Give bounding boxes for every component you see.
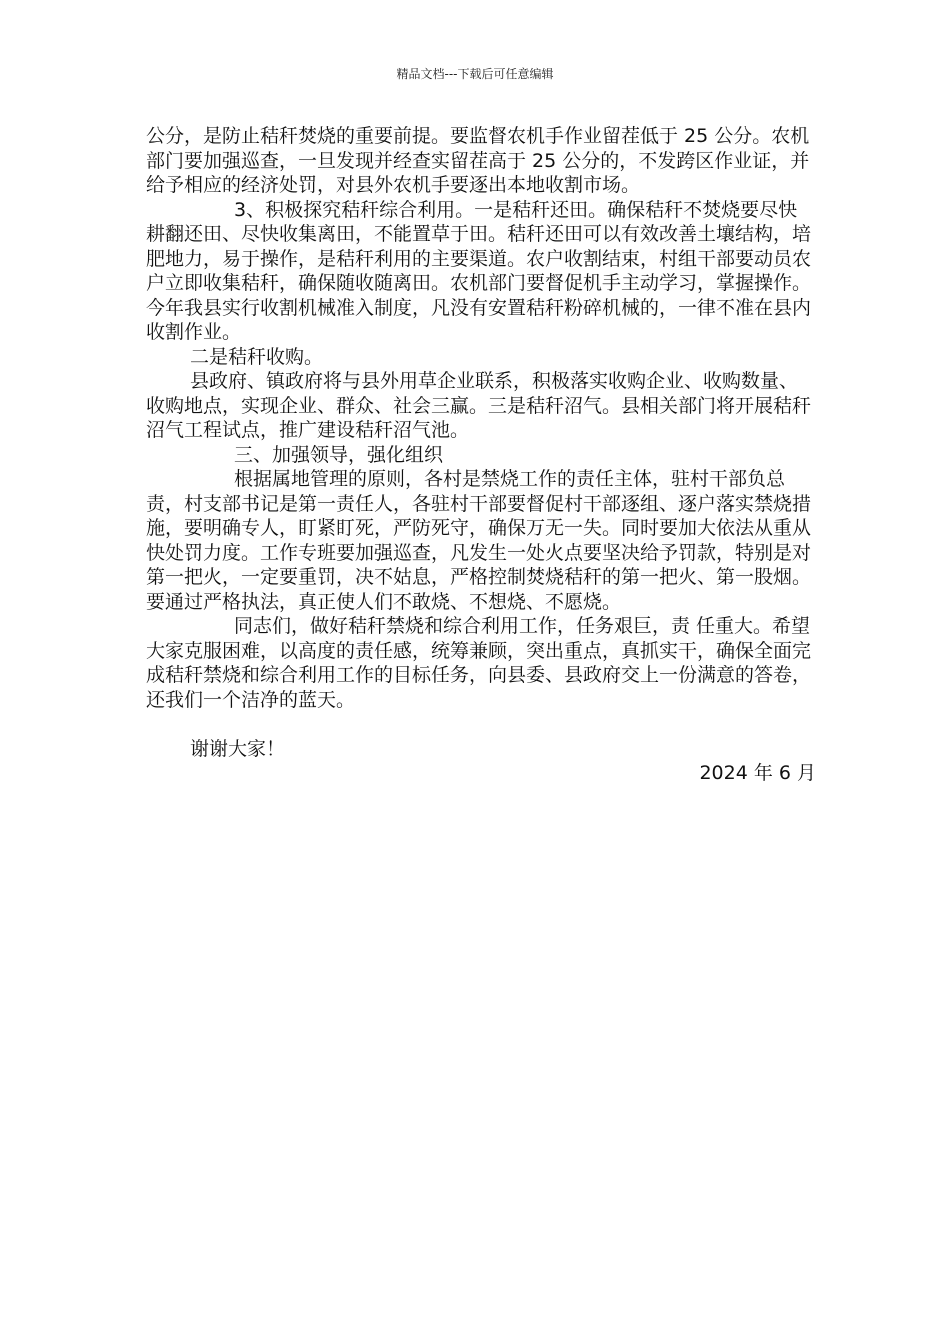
document-date: 2024 年 6 月 [699,762,816,784]
paragraph-stubble-height: 公分，是防止秸秆焚烧的重要前提。要监督农机手作业留茬低于 25 公分。农机部门要加强巡查，一旦发现并经查实留茬高于 25 公分的，不发跨区作业证，并给予相应的经济处罚，对县外农机手要逐出本地收割市场。 [146,125,810,196]
paragraph-straw-purchase-heading: 二是秸秆收购。 [190,345,324,368]
document-body [146,124,816,786]
section-heading-leadership: 三、加强领导，强化组织 [234,443,444,466]
closing-thanks: 谢谢大家！ [190,737,286,760]
paragraph-straw-purchase: 县政府、镇政府将与县外用草企业联系，积极落实收购企业、收购数量、收购地点，实现企业、群众、社会三赢。三是秸秆沼气。县相关部门将开展秸秆沼气工程试点，推广建设秸秆沼气池。 [146,370,812,441]
paragraph-conclusion: 同志们，做好秸秆禁烧和综合利用工作，任务艰巨，责 任重大。希望大家克服困难，以高度的责任感，统筹兼顾，突出重点，真抓实干，确保全面完成秸秆禁烧和综合利用工作的目标任务，向县委、县政府交上一份满意的答卷，还我们一个洁净的蓝天。 [146,615,812,711]
paragraph-responsibility: 根据属地管理的原则，各村是禁烧工作的责任主体，驻村干部负总责，村支部书记是第一责任人，各驻村干部要督促村干部逐组、逐户落实禁烧措施，要明确专人，盯紧盯死，严防死守，确保万无一失。同时要加大依法从重从快处罚力度。工作专班要加强巡查，凡发生一处火点要坚决给予罚款，特别是对第一把火，一定要重罚，决不姑息，严格控制焚烧秸秆的第一把火、第一股烟。要通过严格执法，真正使人们不敢烧、不想烧、不愿烧。 [146,468,812,613]
spacer [146,712,816,737]
paragraph-straw-utilization: 3、积极探究秸秆综合利用。一是秸秆还田。确保秸秆不焚烧要尽快耕翻还田、尽快收集离田，不能置草于田。秸秆还田可以有效改善土壤结构，培肥地力，易于操作，是秸秆利用的主要渠道。农户收割结束，村组干部要动员农户立即收集秸秆，确保随收随离田。农机部门要督促机手主动学习，掌握操作。今年我县实行收割机械准入制度，凡没有安置秸秆粉碎机械的，一律不准在县内收割作业。 [146,198,812,343]
page-header-watermark: 精品文档---下载后可任意编辑 [396,67,554,81]
